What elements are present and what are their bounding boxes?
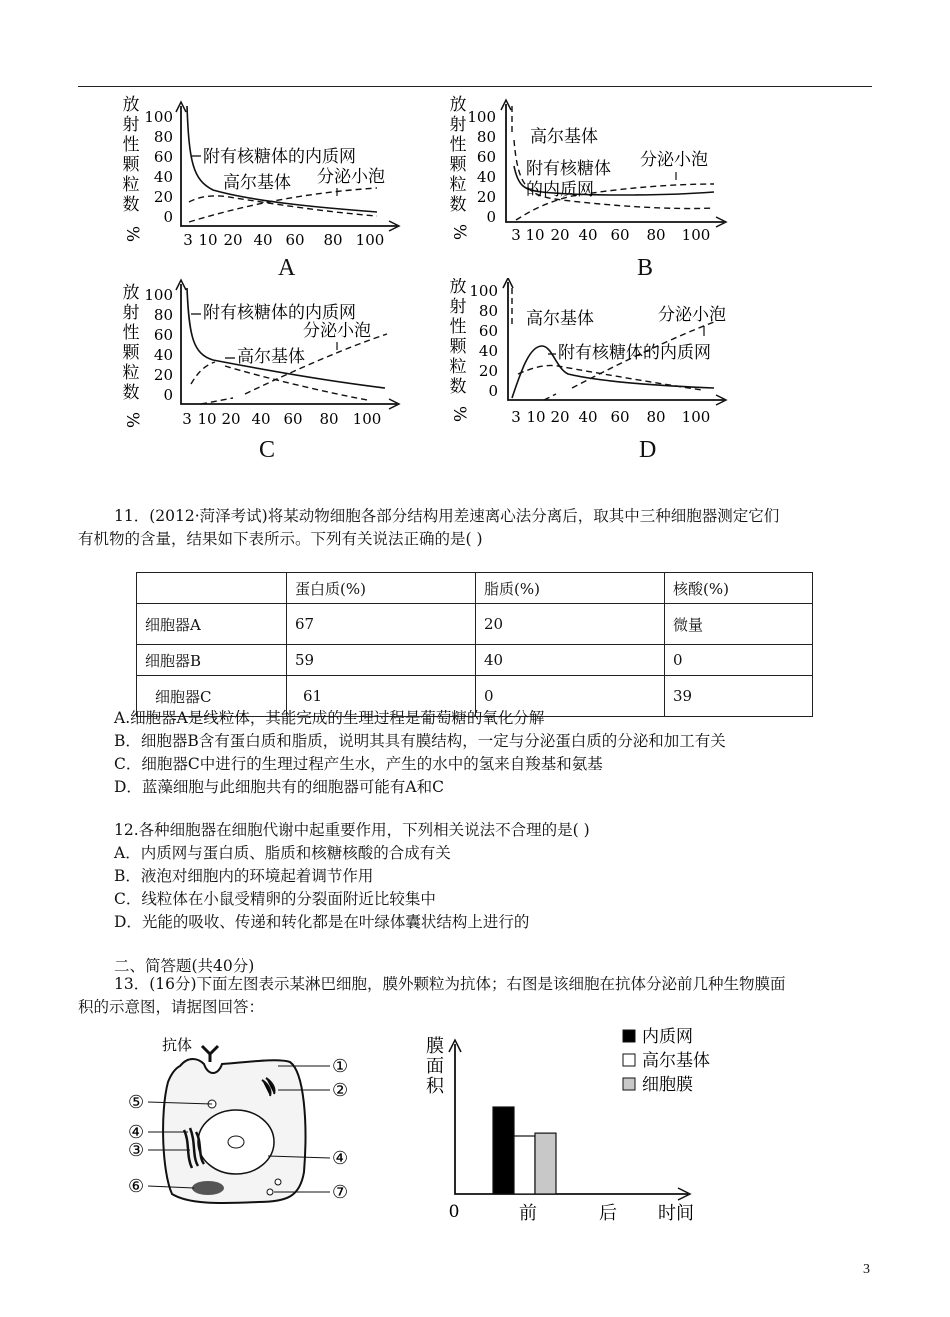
x-tick: 20 (223, 231, 243, 249)
graph-c (105, 278, 415, 438)
ylabel-char: 性 (449, 135, 467, 155)
y-unit: % (449, 223, 469, 241)
q11-option-a: A.细胞器A是线粒体，其能完成的生理过程是葡萄糖的氧化分解 (114, 709, 545, 727)
ylabel-char: 颗 (122, 155, 140, 175)
y-tick: 100 (467, 108, 496, 126)
x-tick: 80 (319, 410, 339, 428)
ylabel-char: 面 (426, 1056, 444, 1077)
antibody-icon (202, 1046, 218, 1062)
legend-label: 高尔基体 (642, 1051, 710, 1071)
y-tick: 40 (478, 342, 498, 360)
table-cell: 细胞器A (137, 604, 287, 645)
ylabel-char: 粒 (122, 175, 140, 195)
y-tick: 60 (153, 326, 173, 344)
vesicle-label: 分泌小泡 (658, 305, 726, 325)
table-header: 核酸(%) (665, 573, 813, 604)
x-tick: 60 (610, 408, 630, 426)
x-tick: 100 (681, 226, 711, 244)
legend-swatch (623, 1030, 635, 1042)
y-tick: 100 (144, 108, 173, 126)
x-label-after: 后 (599, 1203, 617, 1224)
er-label-1: 附有核糖体 (526, 159, 611, 179)
x-tick: 10 (198, 231, 218, 249)
x-tick: 100 (681, 408, 711, 426)
ylabel-char: 粒 (122, 363, 140, 383)
y-tick: 100 (144, 286, 173, 304)
vesicle-label: 分泌小泡 (640, 150, 708, 170)
y-tick: 80 (153, 128, 173, 146)
x-tick: 3 (183, 231, 193, 249)
table-cell: 细胞器B (137, 645, 287, 676)
q11-option-d: D．蓝藻细胞与此细胞共有的细胞器可能有A和C (114, 778, 444, 796)
er-label: 附有核糖体的内质网 (558, 343, 711, 363)
y-tick: 20 (153, 366, 173, 384)
table-header: 脂质(%) (476, 573, 665, 604)
x-tick: 3 (511, 226, 521, 244)
marker: ⑦ (332, 1182, 349, 1203)
caption-c: C (259, 437, 276, 463)
q12-option-d: D．光能的吸收、传递和转化都是在叶绿体囊状结构上进行的 (114, 913, 530, 931)
ylabel-char: 颗 (122, 343, 140, 363)
x-tick: 100 (352, 410, 382, 428)
origin-label: 0 (448, 1202, 460, 1222)
x-tick: 10 (526, 408, 546, 426)
x-tick: 10 (525, 226, 545, 244)
er-label-2: 的内质网 (526, 180, 594, 200)
table-header (137, 573, 287, 604)
vesicle (275, 1179, 281, 1185)
x-label-before: 前 (519, 1203, 537, 1224)
x-axis-title: 时间 (658, 1203, 694, 1224)
marker: ① (332, 1056, 349, 1077)
x-tick: 80 (646, 226, 666, 244)
antibody-label: 抗体 (162, 1036, 193, 1054)
y-tick: 0 (486, 208, 496, 226)
table-cell: 微量 (665, 604, 813, 645)
ylabel-char: 射 (122, 303, 140, 323)
table-cell: 0 (476, 676, 665, 717)
legend-swatch (623, 1054, 635, 1066)
header-rule (78, 86, 872, 87)
ylabel-char: 放 (122, 95, 140, 115)
q12-option-b: B．液泡对细胞内的环境起着调节作用 (114, 867, 374, 885)
y-tick: 80 (476, 128, 496, 146)
ylabel-char: 数 (449, 377, 467, 397)
table-cell: 39 (665, 676, 813, 717)
bar-golgi (514, 1136, 535, 1194)
x-tick: 100 (355, 231, 385, 249)
marker: ④ (128, 1122, 145, 1143)
legend-swatch (623, 1078, 635, 1090)
nucleus (198, 1110, 274, 1174)
ylabel-char: 性 (449, 317, 467, 337)
table-cell: 0 (665, 645, 813, 676)
ylabel-char: 射 (122, 115, 140, 135)
er-label: 附有核糖体的内质网 (203, 147, 356, 167)
x-tick: 40 (251, 410, 271, 428)
organelle-table (136, 572, 813, 717)
marker: ⑥ (128, 1176, 145, 1197)
y-tick: 20 (153, 188, 173, 206)
y-tick: 80 (153, 306, 173, 324)
y-unit: % (122, 225, 142, 243)
table-cell: 67 (287, 604, 476, 645)
table-header-row (137, 573, 813, 604)
y-unit: % (122, 411, 142, 429)
x-tick: 20 (550, 226, 570, 244)
q11-stem-line2: 有机物的含量，结果如下表所示。下列有关说法正确的是( ) (78, 530, 483, 548)
golgi-label: 高尔基体 (223, 173, 291, 193)
ylabel-char: 数 (449, 195, 467, 215)
golgi-curve (189, 196, 377, 216)
mitochondrion (192, 1181, 224, 1195)
page-number: 3 (863, 1262, 870, 1277)
ylabel-char: 放 (449, 278, 467, 297)
ylabel-char: 性 (122, 323, 140, 343)
marker: ④ (332, 1148, 349, 1169)
y-tick: 20 (478, 362, 498, 380)
vesicle (267, 1189, 273, 1195)
graph-b (432, 92, 742, 252)
ylabel-char: 膜 (426, 1036, 444, 1057)
vesicle-label: 分泌小泡 (303, 321, 371, 341)
q13-stem-line1: 13．(16分)下面左图表示某淋巴细胞，膜外颗粒为抗体；右图是该细胞在抗体分泌前几种生物膜面 (114, 975, 786, 993)
q11-stem-line1: 11．(2012·菏泽考试)将某动物细胞各部分结构用差速离心法分离后，取其中三种细胞器测定它们 (114, 507, 780, 525)
table-row (137, 604, 813, 645)
vesicle-label: 分泌小泡 (317, 167, 385, 187)
ylabel-char: 放 (122, 283, 140, 303)
ylabel-char: 粒 (449, 357, 467, 377)
y-unit: % (449, 405, 469, 423)
q11-option-b: B．细胞器B含有蛋白质和脂质，说明其具有膜结构，一定与分泌蛋白质的分泌和加工有关 (114, 732, 726, 750)
golgi-curve (191, 362, 367, 400)
legend-label: 细胞膜 (642, 1075, 693, 1095)
x-tick: 20 (221, 410, 241, 428)
ylabel-char: 积 (426, 1076, 444, 1097)
q12-option-c: C．线粒体在小鼠受精卵的分裂面附近比较集中 (114, 890, 436, 908)
y-tick: 60 (476, 148, 496, 166)
q12-stem: 12.各种细胞器在细胞代谢中起重要作用，下列相关说法不合理的是( ) (114, 821, 590, 839)
golgi-label: 高尔基体 (530, 127, 598, 147)
ylabel-char: 放 (449, 95, 467, 115)
er-label: 附有核糖体的内质网 (203, 303, 356, 323)
table-row (137, 645, 813, 676)
bar-er (493, 1107, 514, 1194)
x-tick: 40 (253, 231, 273, 249)
marker: ⑤ (128, 1092, 145, 1113)
table-header: 蛋白质(%) (287, 573, 476, 604)
q13-stem-line2: 积的示意图，请据图回答： (78, 998, 265, 1016)
ylabel-char: 颗 (449, 337, 467, 357)
marker: ② (332, 1080, 349, 1101)
ylabel-char: 射 (449, 297, 467, 317)
legend-label: 内质网 (642, 1027, 693, 1047)
q11-option-c: C．细胞器C中进行的生理过程产生水，产生的水中的氢来自羧基和氨基 (114, 755, 603, 773)
y-tick: 20 (476, 188, 496, 206)
caption-a: A (278, 255, 296, 281)
x-tick: 60 (285, 231, 305, 249)
bar-cell-membrane (535, 1133, 556, 1194)
table-cell: 59 (287, 645, 476, 676)
y-tick: 40 (476, 168, 496, 186)
x-tick: 3 (182, 410, 192, 428)
membrane-area-chart (420, 1022, 720, 1227)
caption-b: B (637, 255, 654, 281)
graph-d (432, 278, 742, 438)
ylabel-char: 性 (122, 135, 140, 155)
golgi-label: 高尔基体 (237, 347, 305, 367)
x-tick: 80 (323, 231, 343, 249)
y-tick: 60 (153, 148, 173, 166)
y-tick: 100 (469, 282, 498, 300)
ylabel-char: 颗 (449, 155, 467, 175)
x-tick: 10 (197, 410, 217, 428)
ylabel-char: 粒 (449, 175, 467, 195)
ylabel-char: 数 (122, 383, 140, 403)
x-tick: 20 (550, 408, 570, 426)
y-tick: 0 (488, 382, 498, 400)
y-tick: 80 (478, 302, 498, 320)
x-tick: 40 (578, 408, 598, 426)
y-tick: 60 (478, 322, 498, 340)
x-tick: 3 (511, 408, 521, 426)
vesicle-curve (201, 334, 387, 404)
marker: ③ (128, 1140, 145, 1161)
golgi-label: 高尔基体 (526, 309, 594, 329)
table-cell: 40 (476, 645, 665, 676)
x-tick: 80 (646, 408, 666, 426)
section-heading: 二、简答题(共40分) (114, 957, 255, 975)
caption-d: D (639, 437, 657, 463)
lymphocyte-diagram (118, 1032, 363, 1212)
graph-a (105, 92, 415, 252)
q12-option-a: A．内质网与蛋白质、脂质和核糖核酸的合成有关 (114, 844, 451, 862)
table-cell: 细胞器C (137, 676, 287, 717)
y-tick: 0 (163, 208, 173, 226)
ylabel-char: 数 (122, 195, 140, 215)
y-tick: 40 (153, 168, 173, 186)
x-tick: 60 (283, 410, 303, 428)
ylabel-char: 射 (449, 115, 467, 135)
table-cell: 20 (476, 604, 665, 645)
table-cell: 61 (287, 676, 476, 717)
y-tick: 40 (153, 346, 173, 364)
y-tick: 0 (163, 386, 173, 404)
x-tick: 60 (610, 226, 630, 244)
x-tick: 40 (578, 226, 598, 244)
